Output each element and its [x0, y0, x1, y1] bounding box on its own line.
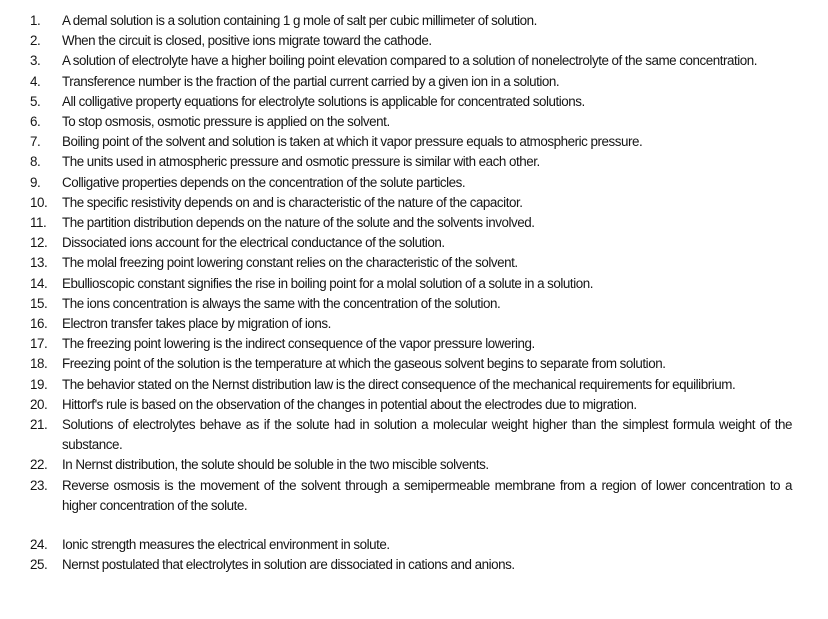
- statement-item: [30, 395, 792, 415]
- statement-text: The units used in atmospheric pressure and osmotic pressure is similar with each other.: [62, 154, 540, 170]
- statement-number: 10.: [30, 194, 48, 210]
- statement-text: When the circuit is closed, positive ions migrate toward the cathode.: [62, 33, 432, 49]
- statement-number: 3.: [30, 53, 41, 69]
- statement-text: The specific resistivity depends on and is characteristic of the nature of the capacitor.: [62, 194, 523, 210]
- statement-number: 16.: [30, 316, 48, 332]
- statement-item: [30, 193, 792, 213]
- statement-item: [30, 132, 792, 152]
- statement-item: [30, 253, 792, 273]
- statement-number: 22.: [30, 457, 48, 473]
- statement-item: [30, 354, 792, 374]
- statement-number: 11.: [30, 215, 47, 231]
- statement-item: [30, 173, 792, 193]
- statement-text: To stop osmosis, osmotic pressure is applied on the solvent.: [62, 114, 390, 130]
- statement-number: 25.: [30, 557, 48, 573]
- statement-number: 19.: [30, 376, 48, 392]
- statement-number: 17.: [30, 336, 48, 352]
- statement-item: [30, 112, 792, 132]
- statement-text: Nernst postulated that electrolytes in solution are dissociated in cations and anions.: [62, 557, 515, 573]
- statement-text: Electron transfer takes place by migration of ions.: [62, 316, 331, 332]
- statement-number: 13.: [30, 255, 48, 271]
- statement-text: Solutions of electrolytes behave as if the solute had in solution a molecular weight higher than the simplest formula weight of the substance.: [62, 417, 792, 453]
- statement-text: The ions concentration is always the same with the concentration of the solution.: [62, 295, 501, 311]
- statement-list: [30, 11, 792, 575]
- statement-text: Transference number is the fraction of the partial current carried by a given ion in a solution.: [62, 73, 560, 89]
- statement-number: 21.: [30, 417, 48, 433]
- statement-text: Reverse osmosis is the movement of the solvent through a semipermeable membrane from a region of lower concentration to a higher concentration of the solute.: [62, 477, 792, 513]
- statement-number: 14.: [30, 275, 48, 291]
- statement-item: [30, 31, 792, 51]
- statement-text: Hittorf's rule is based on the observation of the changes in potential about the electrodes due to migration.: [62, 396, 637, 412]
- statement-item: [30, 274, 792, 294]
- section-spacer: [30, 516, 792, 535]
- statement-text: A solution of electrolyte have a higher boiling point elevation compared to a solution of nonelectrolyte of the same concentration.: [62, 53, 758, 69]
- statement-text: Dissociated ions account for the electrical conductance of the solution.: [62, 235, 445, 251]
- statement-number: 18.: [30, 356, 48, 372]
- statement-text: Ebullioscopic constant signifies the rise in boiling point for a molal solution of a solute in a solution.: [62, 275, 593, 291]
- statement-item: [30, 213, 792, 233]
- statement-item: [30, 455, 792, 475]
- statement-item: [30, 294, 792, 314]
- statement-number: 20.: [30, 396, 48, 412]
- statement-text: The partition distribution depends on the nature of the solute and the solvents involved.: [62, 215, 535, 231]
- statement-text: Ionic strength measures the electrical environment in solute.: [62, 537, 390, 553]
- statement-number: 7.: [30, 134, 41, 150]
- statement-number: 1.: [30, 13, 41, 28]
- statement-item: [30, 476, 792, 516]
- statement-number: 12.: [30, 235, 48, 251]
- statement-item: [30, 334, 792, 354]
- statement-item: [30, 535, 792, 555]
- statement-item: [30, 555, 792, 575]
- statement-item: [30, 92, 792, 112]
- statement-text: All colligative property equations for electrolyte solutions is applicable for concentrated solutions.: [62, 93, 585, 109]
- statement-text: In Nernst distribution, the solute should be soluble in the two miscible solvents.: [62, 457, 489, 473]
- statement-text: The molal freezing point lowering constant relies on the characteristic of the solvent.: [62, 255, 518, 271]
- statement-item: [30, 233, 792, 253]
- statement-text: The freezing point lowering is the indirect consequence of the vapor pressure lowering.: [62, 336, 535, 352]
- statement-item: [30, 415, 792, 455]
- statement-number: 4.: [30, 73, 41, 89]
- statement-number: 8.: [30, 154, 41, 170]
- statement-number: 15.: [30, 295, 48, 311]
- statement-number: 24.: [30, 537, 48, 553]
- statement-item: [30, 314, 792, 334]
- statement-number: 5.: [30, 93, 41, 109]
- statement-number: 23.: [30, 477, 48, 493]
- statement-item: [30, 375, 792, 395]
- statement-text: Freezing point of the solution is the temperature at which the gaseous solvent begins to separate from solution.: [62, 356, 666, 372]
- statement-item: [30, 51, 792, 71]
- statement-item: [30, 11, 792, 31]
- statement-text: A demal solution is a solution containing 1 g mole of salt per cubic millimeter of solution.: [62, 13, 537, 28]
- statement-number: 9.: [30, 174, 41, 190]
- statement-item: [30, 72, 792, 92]
- statement-number: 2.: [30, 33, 41, 49]
- statement-number: 6.: [30, 114, 41, 130]
- statement-text: The behavior stated on the Nernst distribution law is the direct consequence of the mechanical requirements for equilibrium.: [62, 376, 736, 392]
- statement-text: Boiling point of the solvent and solution is taken at which it vapor pressure equals to atmospheric pressure.: [62, 134, 643, 150]
- statement-text: Colligative properties depends on the concentration of the solute particles.: [62, 174, 466, 190]
- statement-item: [30, 152, 792, 172]
